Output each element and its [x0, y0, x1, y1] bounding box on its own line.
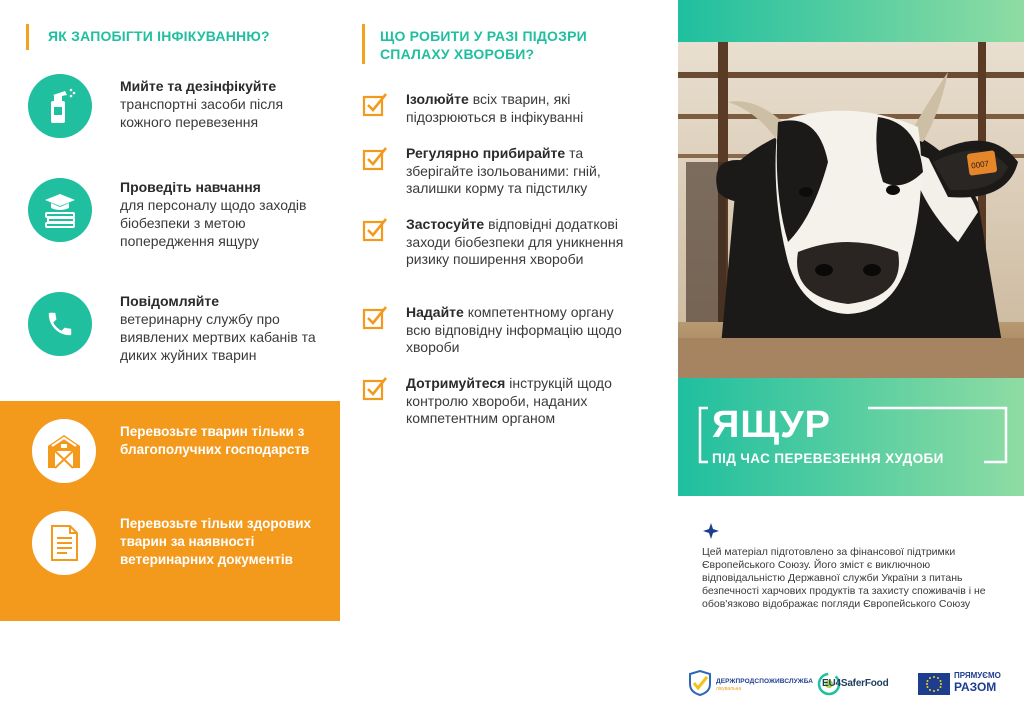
transport-rules-box [0, 401, 340, 621]
outbreak-item-text [406, 91, 636, 126]
banner-subtitle: ПІД ЧАС ПЕРЕВЕЗЕННЯ ХУДОБИ [712, 451, 944, 466]
checkbox-icon [362, 91, 388, 117]
orange-tip-text: Перевозьте тільки здорових тварин за наявності ветеринарних документів [120, 516, 312, 567]
item-bold: Регулярно прибирайте [406, 145, 566, 161]
item-bold: Дотримуйтеся [406, 375, 506, 391]
item-bold: Ізолюйте [406, 91, 469, 107]
tip-text [120, 292, 320, 364]
checkbox-icon [362, 145, 388, 171]
barn-icon [32, 419, 96, 483]
eu-together-logo [918, 664, 1014, 704]
checkbox-icon [362, 304, 388, 330]
item-rest: відповідні додаткові заходи біобезпеки для уникнення ризику поширення хвороби [406, 216, 624, 267]
eu-together-line2: РАЗОМ [954, 680, 997, 694]
heading-accent-bar [26, 24, 29, 50]
orange-tip-text: Перевозьте тварин тільки з благополучних господарств [120, 424, 310, 457]
outbreak-item-text [406, 216, 636, 269]
graduation-cap-books-icon [28, 178, 92, 242]
eu-together-line1: ПРЯМУЄМО [954, 671, 1001, 680]
tip-text [120, 77, 320, 131]
item-rest: всіх тварин, які підозрюються в інфікуванні [406, 91, 584, 125]
eu-star-icon [702, 522, 720, 540]
eu4saferfood-logo [816, 664, 906, 704]
eu-disclaimer: Цей матеріал підготовлено за фінансової підтримки Європейського Союзу. Його зміст є виключною відповідальністю Державної служби України з питань безпечності харчових продуктів та захисту споживачів і не обов'язково відображає погляди Європейського Союзу [702, 546, 986, 610]
item-rest: та зберігайте ізольованими: гній, залишки корму та підстилку [406, 145, 601, 196]
item-bold: Застосуйте [406, 216, 485, 232]
prevention-column [0, 0, 340, 728]
ear-tag-number: 0007 [970, 159, 990, 171]
tip-bold: Мийте та дезінфікуйте [120, 78, 277, 94]
document-icon [32, 511, 96, 575]
prevention-heading: ЯК ЗАПОБІГТИ ІНФІКУВАННЮ? [48, 28, 270, 44]
checkbox-icon [362, 216, 388, 242]
tip-rest: ветеринарну службу про виявлених мертвих кабанів та диких жуйних тварин [120, 311, 316, 363]
outbreak-item-text [406, 145, 636, 198]
tip-rest: транспортні засоби після кожного перевезення [120, 96, 284, 130]
item-rest: інструкцій щодо контролю хвороби, наданих компетентним органом [406, 375, 612, 426]
heading-accent-bar [362, 24, 365, 64]
tip-text [120, 178, 320, 250]
spray-bottle-icon [28, 74, 92, 138]
tip-bold: Проведіть навчання [120, 179, 261, 195]
cover-column [678, 0, 1024, 728]
dpss-logo-subtext: лікувальна [716, 686, 742, 692]
checkbox-icon [362, 375, 388, 401]
dpss-logo-text: ДЕРЖПРОДСПОЖИВСЛУЖБА [716, 678, 814, 685]
item-bold: Надайте [406, 304, 464, 320]
outbreak-item-text [406, 304, 636, 357]
tip-rest: для персоналу щодо заходів біобезпеки з метою попередження ящуру [120, 197, 307, 249]
item-rest: компетентному органу всю відповідну інформацію щодо хвороби [406, 304, 622, 355]
outbreak-item-text [406, 375, 636, 428]
banner-title: ЯЩУР [712, 404, 832, 446]
eu4saferfood-logo-text: EU4SaferFood [822, 678, 889, 689]
title-banner [678, 378, 1024, 496]
outbreak-heading: ЩО РОБИТИ У РАЗІ ПІДОЗРИ СПАЛАХУ ХВОРОБИ? [380, 28, 587, 62]
outbreak-column [340, 0, 678, 728]
phone-icon [28, 292, 92, 356]
top-green-strip [678, 0, 1024, 42]
dpss-logo [688, 664, 814, 704]
cow-photo [678, 42, 1024, 378]
tip-bold: Повідомляйте [120, 293, 220, 309]
partner-logos [678, 664, 1024, 704]
